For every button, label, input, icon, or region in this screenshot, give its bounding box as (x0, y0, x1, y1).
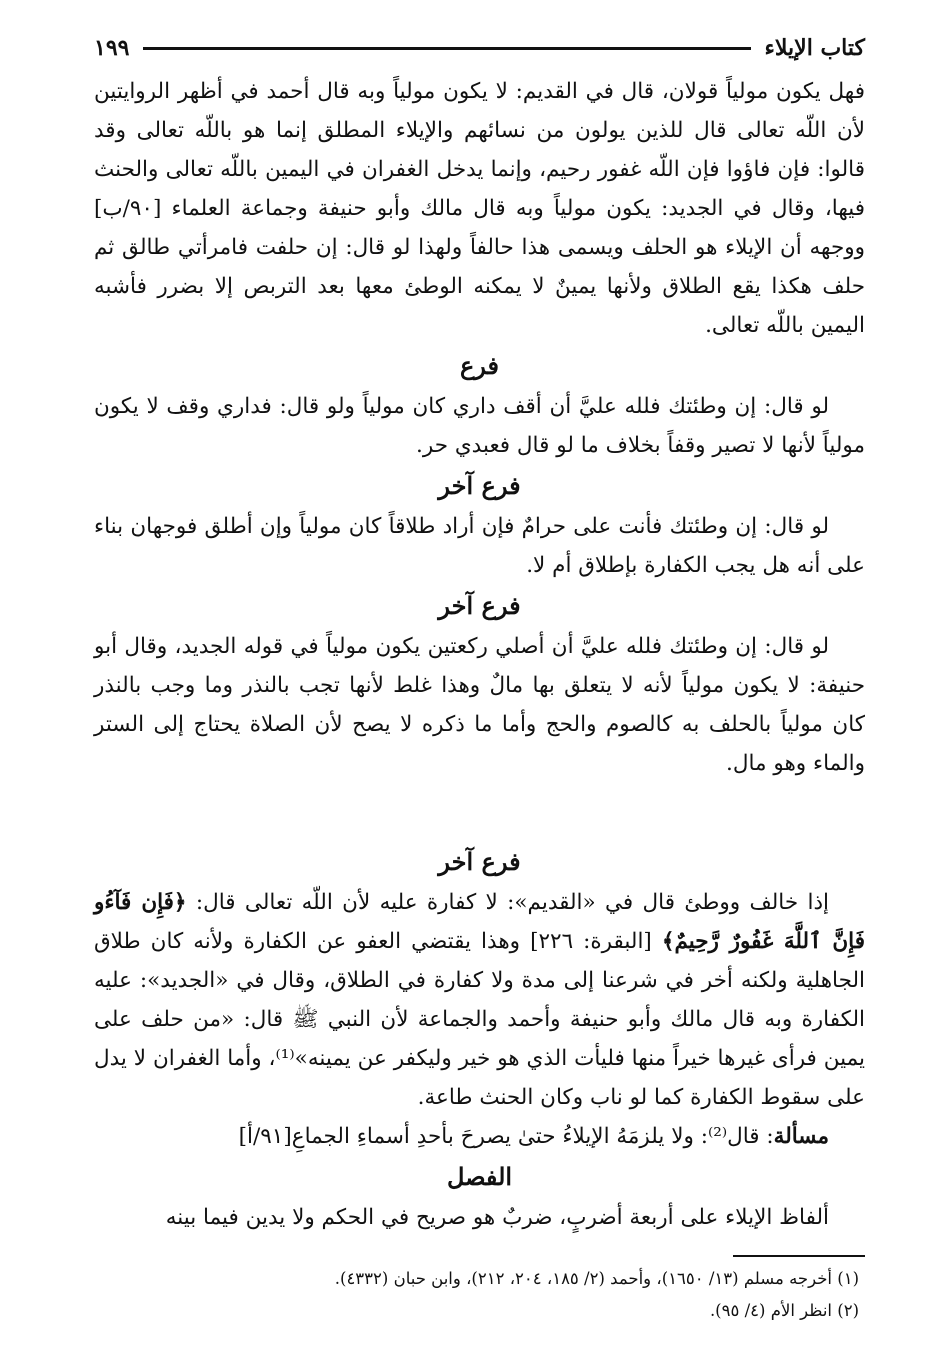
section-heading: الفصل (446, 1162, 513, 1191)
page-number: ١٩٩ (94, 35, 130, 61)
footnotes (94, 1263, 865, 1327)
paragraph-text: [البقرة: ٢٢٦] وهذا يقتضي العفو عن الكفارة ولأنه كان طلاق الجاهلية ولكنه أخر في شرعنا إلى مدة ولا كفارة في الطلاق، وقال في «الجديد»: عليه الكفارة وبه قال مالك وأبو حنيفة وأحمد والجماعة لأن النبي ﷺ قال: «من حلف على يمين فرأى غيرها خيراً منها فليأت الذي هو خير وليكفر عن يمينه»⁽¹⁾، وأما الغفران لا يدل على سقوط الكفارة كما لو ناب وكان الحنث طاعة. (94, 929, 865, 1110)
section-heading: فرع آخر (438, 591, 521, 620)
footnote: (٢) انظر الأم (٤/ ٩٥). (709, 1301, 859, 1320)
main-text (94, 72, 865, 1237)
running-header (94, 30, 865, 66)
paragraph-text: إذا خالف ووطئ قال في «القديم»: لا كفارة عليه لأن اللّه تعالى قال: (186, 890, 830, 915)
paragraph (94, 883, 865, 1117)
paragraph: فهل يكون مولياً قولان، قال في القديم: لا يكون مولياً وبه قال أحمد في أظهر الروايتين لأن اللّه تعالى قال للذين يولون من نسائهم والإيلاء المطلق إنما هو باللّه تعالى وقد قالوا: فإن فاؤوا فإن اللّه غفور رحيم، وإنما يدخل الغفران في اليمين باللّه تعالى والحنث فيها، وقال في الجديد: يكون مولياً وبه قال مالك وأبو حنيفة وجماعة العلماء [٩٠/ب] ووجهه أن الإيلاء هو الحلف ويسمى هذا حالفاً ولهذا لو قال: إن حلفت فامرأتي طالق ثم حلف هكذا يقع الطلاق ولأنها يمينٌ لا يمكنه الوطئ معها بعد التربص إلا بضرر فأشبه اليمين باللّه تعالى. (94, 79, 865, 338)
paragraph: لو قال: إن وطئتك فلله عليَّ أن أصلي ركعتين يكون مولياً في قوله الجديد، وقال أبو حنيفة: لا يكون مولياً لأنه لا يتعلق بها مالٌ وهذا غلط لأنها تجب بالنذر وما وجب بالنذر كان مولياً بالحلف به كالصوم والحج وأما ما ذكره لا يصح لأن الصلاة يحتاج إلى الستر والماء وهو مال. (94, 634, 865, 776)
quran-verse: ﴿فَإِن فَآءُو فَإِنَّ ٱللَّهَ غَفُورٌ رَّحِيمٌ﴾ (94, 890, 865, 954)
section-heading: فرع (459, 351, 500, 380)
section-heading: فرع آخر (438, 847, 521, 876)
book-page (94, 30, 865, 1349)
paragraph: ألفاظ الإيلاء على أربعة أضربٍ، ضربٌ هو صريح في الحكم ولا يدين فيما بينه (165, 1205, 829, 1230)
chapter-title: كتاب الإيلاء (764, 35, 865, 61)
footnote-separator (733, 1255, 865, 1257)
issue-label: مسألة (773, 1124, 829, 1149)
issue-text: : قال⁽²⁾: ولا يلزمَهُ الإيلاءُ حتىٰ يصرحَ بأحدِ أسماءِ الجماعِ[٩١/أ] (238, 1124, 774, 1149)
header-rule (143, 47, 750, 50)
paragraph: لو قال: إن وطئتك فلله عليَّ أن أقف داري كان مولياً ولو قال: فداري وقف لا يكون مولياً لأنها لا تصير وقفاً بخلاف ما لو قال فعبدي حر. (94, 394, 865, 458)
paragraph: لو قال: إن وطئتك فأنت على حرامٌ فإن أراد طلاقاً كان مولياً وإن أطلق فوجهان بناء على أنه هل يجب الكفارة بإطلاق أم لا. (94, 514, 865, 578)
issue-paragraph (94, 1117, 865, 1156)
section-heading: فرع آخر (438, 471, 521, 500)
footnote: (١) أخرجه مسلم (١٣/ ١٦٥٠)، وأحمد (٢/ ١٨٥، ٢٠٤، ٢١٢)، وابن حبان (٤٣٣٢). (334, 1269, 859, 1288)
